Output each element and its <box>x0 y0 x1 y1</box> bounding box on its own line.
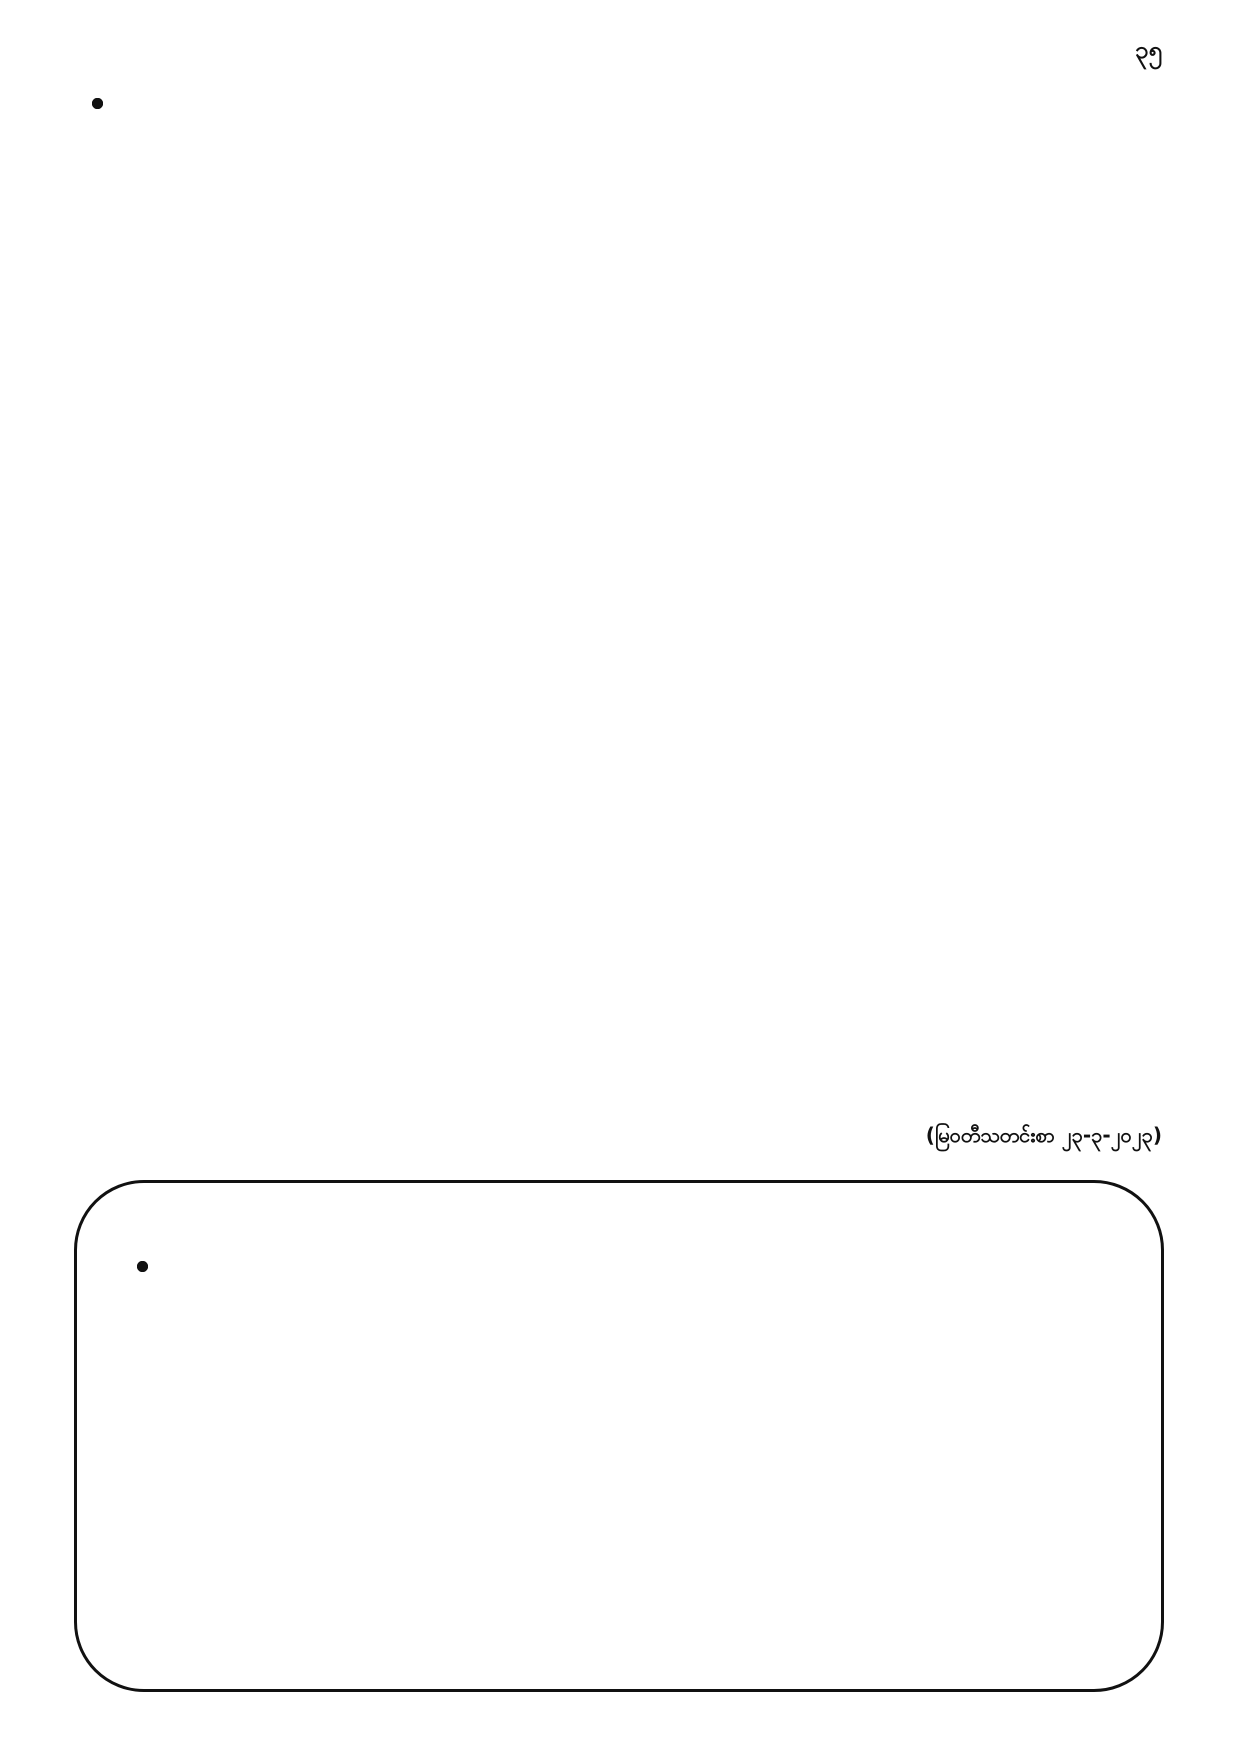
bullet-icon <box>137 1261 148 1272</box>
bullet-icon <box>92 98 103 109</box>
page-number: ၃၅ <box>1135 36 1162 64</box>
left-column <box>92 72 612 80</box>
summary-box <box>74 1180 1164 1692</box>
source-citation: (မြဝတီသတင်းစာ ၂၃-၃-၂၀၂၃) <box>925 1123 1162 1147</box>
